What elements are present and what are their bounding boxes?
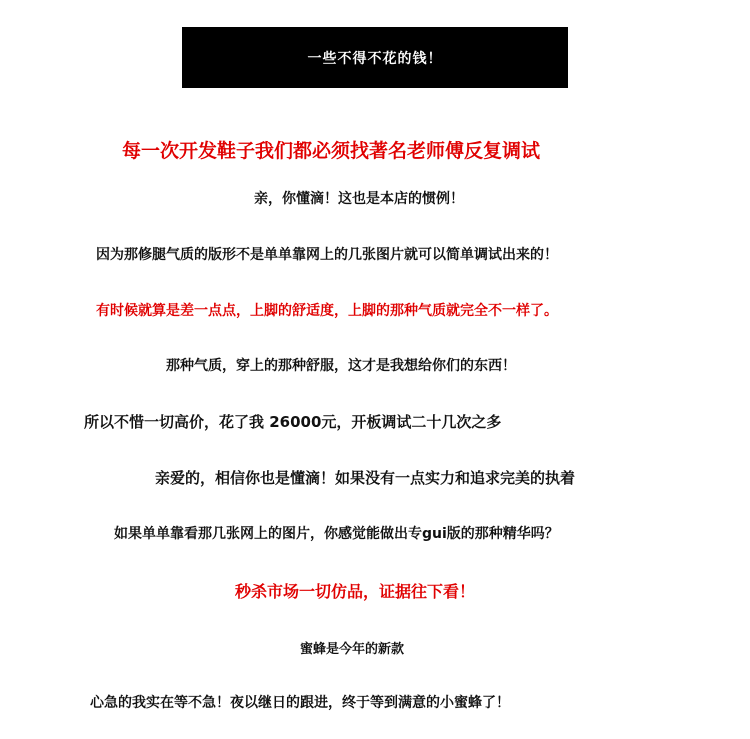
- text-line-9: 秒杀市场一切仿品，证据往下看！: [235, 582, 476, 601]
- text-line-8: 如果单单靠看那几张网上的图片，你感觉能做出专gui版的那种精华吗？: [114, 526, 559, 542]
- text-line-7: 亲爱的，相信你也是懂滴！如果没有一点实力和追求完美的执着: [155, 469, 576, 487]
- banner-title: 一些不得不花的钱！: [307, 50, 443, 67]
- text-line-3: 因为那修腿气质的版形不是单单靠网上的几张图片就可以简单调试出来的！: [96, 247, 558, 263]
- text-line-2: 亲，你懂滴！这也是本店的惯例！: [254, 191, 464, 207]
- text-line-11: 心急的我实在等不急！夜以继日的跟进，终于等到满意的小蜜蜂了！: [90, 695, 510, 711]
- headline-text: 每一次开发鞋子我们都必须找著名老师傅反复调试: [122, 140, 541, 162]
- text-line-5: 那种气质，穿上的那种舒服，这才是我想给你们的东西！: [166, 358, 516, 374]
- text-line-6: 所以不惜一切高价，花了我 26000元，开板调试二十几次之多: [84, 413, 502, 431]
- text-line-4: 有时候就算是差一点点，上脚的舒适度，上脚的那种气质就完全不一样了。: [96, 303, 558, 319]
- header-banner: [182, 27, 568, 88]
- text-line-10: 蜜蜂是今年的新款: [300, 642, 405, 657]
